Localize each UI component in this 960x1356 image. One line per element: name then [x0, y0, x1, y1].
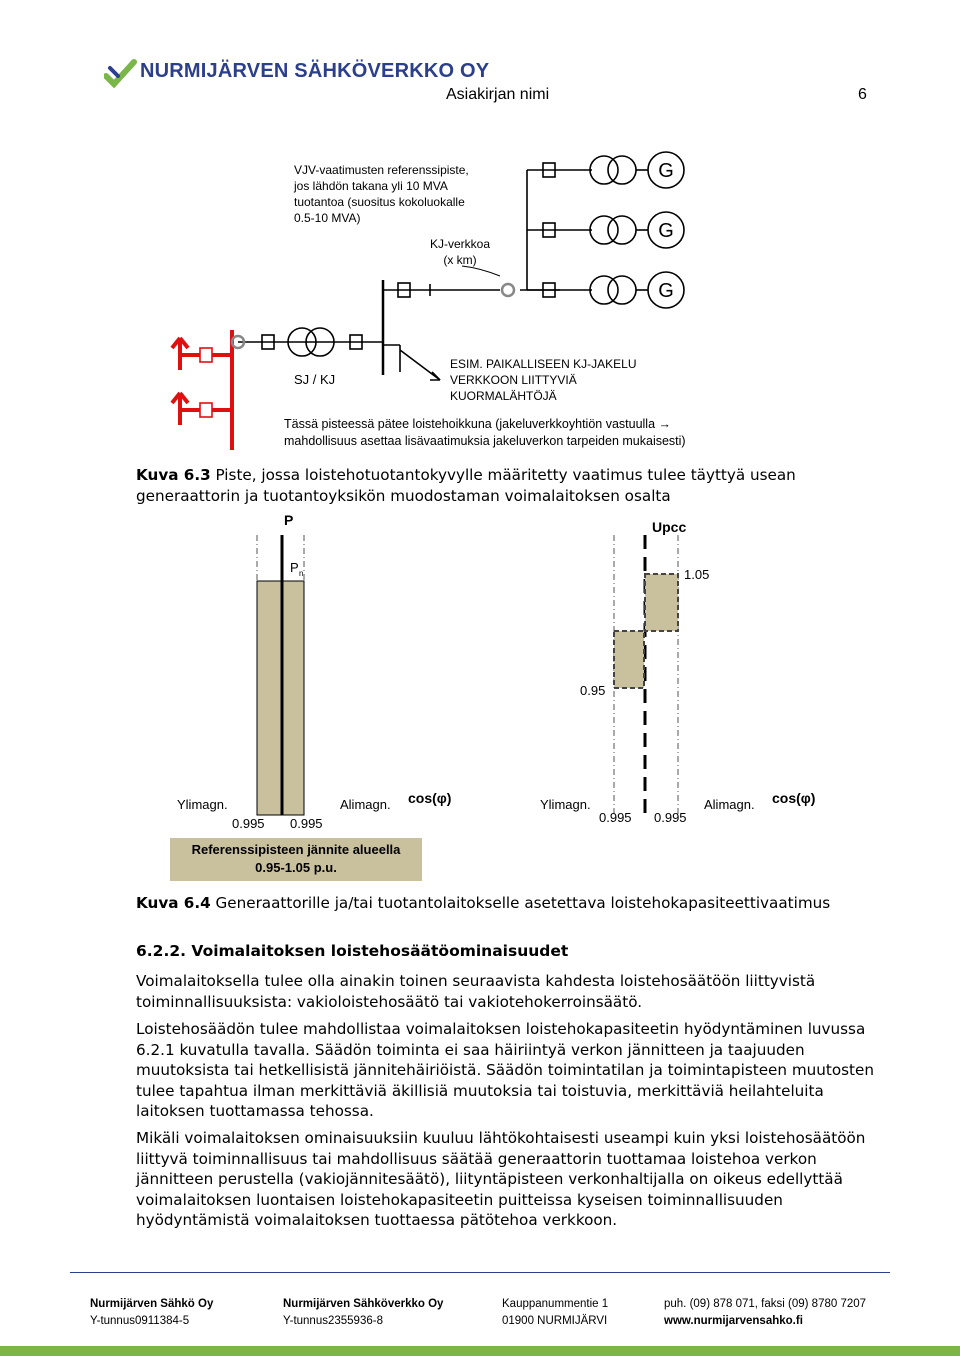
- paragraph: Voimalaitoksella tulee olla ainakin toinen seuraavista kahdesta loistehosäätöön liittyvistä toiminnallisuuksista: vakioloistehosäätö tai vakiotehokerroinsäätö.: [136, 972, 816, 1011]
- document-name: Asiakirjan nimi: [446, 86, 550, 103]
- svg-text:0.995: 0.995: [599, 810, 632, 825]
- svg-text:cos(φ): cos(φ): [408, 790, 452, 806]
- svg-text:0.995: 0.995: [232, 816, 265, 831]
- svg-text:P: P: [284, 512, 294, 528]
- footer-col-3: Kauppanummentie 1 01900 NURMIJÄRVI: [502, 1298, 609, 1327]
- generator-label: G: [658, 160, 674, 182]
- svg-text:Alimagn.: Alimagn.: [340, 797, 391, 812]
- page-number: 6: [858, 86, 867, 103]
- transformer-icon: [590, 156, 618, 184]
- sj-kj-label: SJ / KJ: [294, 372, 336, 387]
- svg-text:1.05: 1.05: [684, 567, 710, 582]
- capability-area-high: [645, 574, 678, 631]
- logo-text: NURMIJÄRVEN SÄHKÖVERKKO OY: [140, 60, 490, 82]
- capability-chart: [0, 505, 960, 885]
- svg-text:cos(φ): cos(φ): [772, 790, 816, 806]
- svg-text:0.995: 0.995: [654, 810, 687, 825]
- svg-text:Ylimagn.: Ylimagn.: [540, 797, 591, 812]
- footer-bar: [0, 1346, 960, 1356]
- point-note: Tässä pisteessä pätee loistehoikkuna (jakeluverkkoyhtiön vastuulla → mahdollisuus asettaa lisävaatimuksia jakeluverkon tarpeiden mukaisesti): [284, 417, 686, 448]
- svg-text:Ylimagn.: Ylimagn.: [177, 797, 228, 812]
- svg-text:0.995: 0.995: [290, 816, 323, 831]
- svg-text:n: n: [299, 569, 304, 578]
- generator-label: G: [658, 280, 674, 302]
- figure-caption-6-3: Kuva 6.3 Piste, jossa loistehotuotantokyvylle määritetty vaatimus tulee täyttyä usean generaattorin ja tuotantoyksikön muodostaman voimalaitoksen osalta: [136, 466, 796, 505]
- footer-col-4: puh. (09) 878 071, faksi (09) 8780 7207 www.nurmijarvensahko.fi: [664, 1296, 866, 1330]
- chart-legend: Referenssipisteen jännite alueella 0.95-1.05 p.u.: [170, 838, 422, 881]
- svg-text:0.95: 0.95: [580, 683, 606, 698]
- paragraph: Loistehosäädön tulee mahdollistaa voimalaitoksen loistehokapasiteetin hyödyntäminen luvussa 6.2.1 kuvatulla tavalla. Säädön toiminta ei saa häiriintyä verkon jännitteen ja taajuuden muutoksista tai hetkellisistä jännitehäiriöistä. Säädön toimintatilan ja toimintapisteen muutosten tulee tapahtua ilman merkittäviä äkillisiä muutoksia tai toistuvia, merkittäviä heilahteluita laitoksen tuottamassa tehossa.: [136, 1020, 874, 1120]
- generator-label: G: [658, 220, 674, 242]
- footer-rule: [70, 1272, 890, 1273]
- section-heading: 6.2.2. Voimalaitoksen loistehosäätöominaisuudet: [136, 942, 569, 960]
- footer-col-1: Nurmijärven Sähkö Oy Y-tunnus0911384-5: [90, 1298, 214, 1327]
- website-link[interactable]: www.nurmijarvensahko.fi: [664, 1315, 803, 1327]
- line-label: KJ-verkkoa (x km): [430, 237, 491, 267]
- reference-point-icon: [502, 284, 514, 296]
- svg-text:P: P: [290, 560, 299, 575]
- svg-text:Alimagn.: Alimagn.: [704, 797, 755, 812]
- svg-text:Upcc: Upcc: [652, 519, 687, 535]
- capability-area-low: [614, 631, 644, 688]
- figure-caption-6-4: Kuva 6.4 Generaattorille ja/tai tuotantolaitokselle asetettava loistehokapasiteettivaatimus: [136, 894, 831, 912]
- logo-mark-icon: [104, 56, 138, 88]
- paragraph: Mikäli voimalaitoksen ominaisuuksiin kuuluu lähtökohtaisesti useampi kuin yksi loistehosäätöön liittyvä toiminnallisuus tai mahdollisuus säätää generaattorin tuottamaa loistehoa verkon jännitteen perustella (vakiojännitesäätö), liityntäpisteen verkonhaltijalla on oikeus edellyttää voimalaitoksen luontaisen loistehokapasiteetin puitteissa kyseisen toiminnallisuuden hyödyntämistä voimalaitoksen tuottaessa pätötehoa verkkoon.: [136, 1129, 866, 1229]
- footer-col-2: Nurmijärven Sähköverkko Oy Y-tunnus2355936-8: [283, 1298, 444, 1327]
- example-label: ESIM. PAIKALLISEEN KJ-JAKELU VERKKOON LIITTYVIÄ KUORMALÄHTÖJÄ: [450, 357, 637, 403]
- reference-note: VJV-vaatimusten referenssipiste, jos lähdön takana yli 10 MVA tuotantoa (suositus kokoluokalle 0.5-10 MVA): [294, 163, 469, 225]
